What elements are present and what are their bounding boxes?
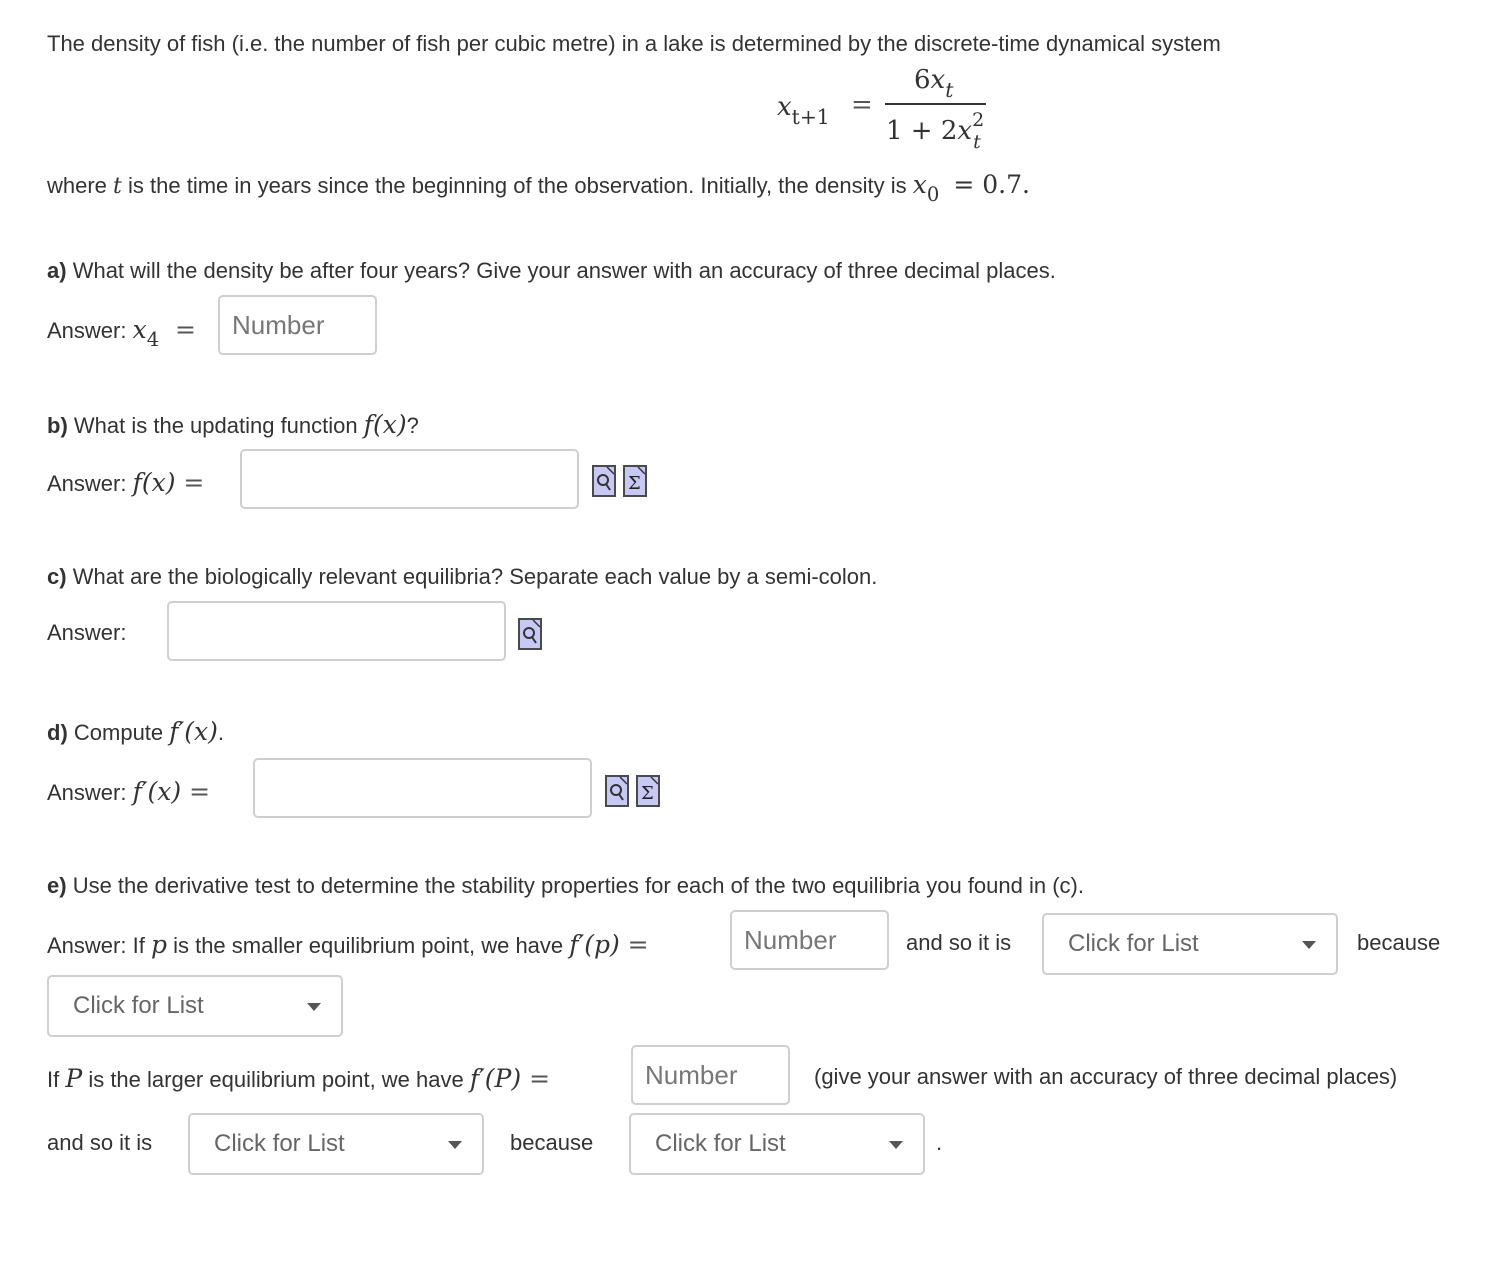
because-label: because xyxy=(510,1130,594,1155)
stability-smaller-dropdown[interactable]: Click for List xyxy=(1042,913,1338,975)
density-x4-input[interactable] xyxy=(218,295,377,355)
answer-a-label: Answer: $x_4$ = xyxy=(47,315,196,352)
equilibria-input[interactable] xyxy=(167,601,506,661)
where-line: where t is the time in years since the beginning of the observation. Initially, the density is $x_0 = 0.7$. xyxy=(47,170,1030,207)
equation-denominator: 1 + 2x 2 t xyxy=(886,109,985,153)
question-b: b) What is the updating function f(x)? xyxy=(47,410,419,439)
answer-e-larger-text: If P is the larger equilibrium point, we have f′(P) = xyxy=(47,1064,551,1093)
equation-editor-icon[interactable] xyxy=(623,465,647,497)
question-d: d) Compute f′(x). xyxy=(47,717,224,746)
fp-larger-input[interactable] xyxy=(631,1045,790,1105)
preview-icon[interactable] xyxy=(592,465,616,497)
equation-lhs: $x_{t+1}$ xyxy=(777,92,830,129)
chevron-down-icon xyxy=(448,1141,462,1149)
question-a: a) What will the density be after four years? Give your answer with an accuracy of three decimal places. xyxy=(47,258,1056,283)
question-e: e) Use the derivative test to determine the stability properties for each of the two equilibria you found in (c). xyxy=(47,873,1084,898)
answer-d-label: Answer: f′(x) = xyxy=(47,777,211,806)
intro-text: The density of fish (i.e. the number of fish per cubic metre) in a lake is determined by the discrete-time dynamical system xyxy=(47,31,1221,56)
reason-smaller-dropdown[interactable]: Click for List xyxy=(47,975,343,1037)
accuracy-note: (give your answer with an accuracy of three decimal places) xyxy=(814,1064,1398,1089)
and-so-label: and so it is xyxy=(906,930,1012,955)
final-period: . xyxy=(936,1130,943,1155)
equation-equals: = xyxy=(851,90,873,120)
derivative-input[interactable] xyxy=(253,758,592,818)
updating-function-input[interactable] xyxy=(240,449,579,509)
equation-numerator: $6x_t$ xyxy=(914,65,954,102)
chevron-down-icon xyxy=(1302,941,1316,949)
fraction-bar xyxy=(885,103,986,105)
answer-c-label: Answer: xyxy=(47,620,127,645)
because-label: because xyxy=(1357,930,1441,955)
equation-editor-icon[interactable] xyxy=(636,775,660,807)
answer-e-smaller-text: Answer: If p is the smaller equilibrium point, we have f′(p) = xyxy=(47,930,649,959)
answer-b-label: Answer: f(x) = xyxy=(47,468,205,497)
chevron-down-icon xyxy=(307,1003,321,1011)
reason-larger-dropdown[interactable]: Click for List xyxy=(629,1113,925,1175)
svg-text:Σ: Σ xyxy=(641,783,654,804)
question-c: c) What are the biologically relevant equilibria? Separate each value by a semi-colon. xyxy=(47,564,878,589)
and-so-label: and so it is xyxy=(47,1130,153,1155)
preview-icon[interactable] xyxy=(518,618,542,650)
chevron-down-icon xyxy=(889,1141,903,1149)
fp-smaller-input[interactable] xyxy=(730,910,889,970)
preview-icon[interactable] xyxy=(605,775,629,807)
svg-text:Σ: Σ xyxy=(628,473,641,494)
stability-larger-dropdown[interactable]: Click for List xyxy=(188,1113,484,1175)
